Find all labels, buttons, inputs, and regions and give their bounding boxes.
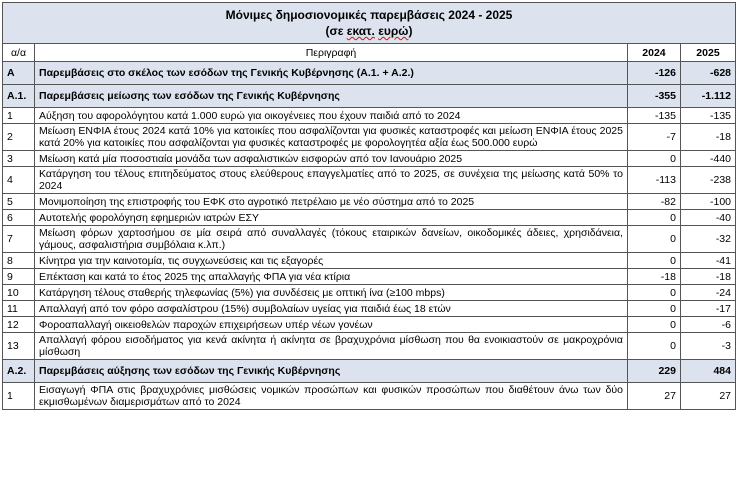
subtitle-unit-euro: ευρώ (378, 24, 409, 38)
row-value-2024: 0 (627, 333, 680, 360)
row-value-2025: -18 (680, 269, 735, 285)
row-description: Μείωση κατά μία ποσοστιαία μονάδα των ασφαλιστικών εισφορών από τον Ιανουάριο 2025 (35, 151, 628, 167)
table-subtitle (7, 23, 731, 39)
row-code: 7 (3, 226, 35, 253)
section-row (3, 62, 736, 85)
row-description: Παρεμβάσεις στο σκέλος των εσόδων της Γενικής Κυβέρνησης (Α.1. + Α.2.) (35, 62, 628, 85)
table-row (3, 269, 736, 285)
table-row (3, 333, 736, 360)
row-value-2024: -355 (627, 85, 680, 108)
header-description: Περιγραφή (35, 44, 628, 62)
row-code: 10 (3, 285, 35, 301)
row-description: Μείωση ΕΝΦΙΑ έτους 2024 κατά 10% για κατοικίες που ασφαλίζονται για φυσικές καταστροφές και μείωση ΕΝΦΙΑ έτους 2025 κατά 20% για κατοικίες που ασφαλίζονται για φυσικές καταστροφές με φορολογητέα αξία έως 500.000 ευρώ (35, 124, 628, 151)
row-value-2025: 27 (680, 383, 735, 410)
row-value-2024: -135 (627, 108, 680, 124)
row-code: 11 (3, 301, 35, 317)
row-value-2024: 27 (627, 383, 680, 410)
table-title-cell (3, 3, 736, 44)
table-row (3, 108, 736, 124)
table-row (3, 124, 736, 151)
table-row (3, 383, 736, 410)
row-value-2025: -1.112 (680, 85, 735, 108)
row-description: Φοροαπαλλαγή οικειοθελών παροχών επιχειρήσεων υπέρ νέων γονέων (35, 317, 628, 333)
table-row (3, 253, 736, 269)
table-row (3, 194, 736, 210)
table-row (3, 226, 736, 253)
row-value-2024: 229 (627, 360, 680, 383)
row-description: Αυτοτελής φορολόγηση εφημεριών ιατρών ΕΣΥ (35, 210, 628, 226)
row-description: Κίνητρα για την καινοτομία, τις συγχωνεύσεις και τις εξαγορές (35, 253, 628, 269)
row-value-2025: -32 (680, 226, 735, 253)
row-value-2024: 0 (627, 151, 680, 167)
row-value-2024: -113 (627, 167, 680, 194)
row-code: 9 (3, 269, 35, 285)
subtitle-unit-million: εκατ. (346, 24, 375, 38)
row-value-2024: 0 (627, 226, 680, 253)
table-row (3, 151, 736, 167)
row-value-2025: -238 (680, 167, 735, 194)
row-value-2024: 0 (627, 210, 680, 226)
row-code: 1 (3, 383, 35, 410)
row-description: Απαλλαγή φόρου εισοδήματος για κενά ακίνητα ή ακίνητα σε βραχυχρόνια μίσθωση που θα ενοικιαστούν σε μακροχρόνια μίσθωση (35, 333, 628, 360)
row-code: 5 (3, 194, 35, 210)
column-header-row (3, 44, 736, 62)
row-code: 4 (3, 167, 35, 194)
subtitle-prefix: (σε (325, 24, 347, 38)
row-value-2024: 0 (627, 253, 680, 269)
section-row (3, 85, 736, 108)
row-value-2024: -7 (627, 124, 680, 151)
table-row (3, 210, 736, 226)
row-description: Παρεμβάσεις αύξησης των εσόδων της Γενικής Κυβέρνησης (35, 360, 628, 383)
row-description: Επέκταση και κατά το έτος 2025 της απαλλαγής ΦΠΑ για νέα κτίρια (35, 269, 628, 285)
row-description: Μονιμοποίηση της επιστροφής του ΕΦΚ στο αγροτικό πετρέλαιο με νέο σύστημα από το 2025 (35, 194, 628, 210)
row-description: Εισαγωγή ΦΠΑ στις βραχυχρόνιες μισθώσεις νομικών προσώπων και φυσικών προσώπων που διαθέτουν άνω των δύο εκμισθωμένων διαμερισμάτων από το 2024 (35, 383, 628, 410)
row-value-2025: -18 (680, 124, 735, 151)
row-description: Αύξηση του αφορολόγητου κατά 1.000 ευρώ για οικογένειες που έχουν παιδιά από το 2024 (35, 108, 628, 124)
row-description: Απαλλαγή από τον φόρο ασφαλίστρου (15%) συμβολαίων υγείας για παιδιά έως 18 ετών (35, 301, 628, 317)
row-value-2024: -18 (627, 269, 680, 285)
header-2024: 2024 (627, 44, 680, 62)
section-row (3, 360, 736, 383)
row-value-2025: -100 (680, 194, 735, 210)
row-value-2025: 484 (680, 360, 735, 383)
table-body (3, 62, 736, 410)
row-value-2024: 0 (627, 301, 680, 317)
row-description: Παρεμβάσεις μείωσης των εσόδων της Γενικής Κυβέρνησης (35, 85, 628, 108)
row-value-2024: 0 (627, 317, 680, 333)
row-description: Μείωση φόρων χαρτοσήμου σε μία σειρά από συναλλαγές (τόκους εταιρικών δανείων, οικοδομικές άδειες, χρησιδάνεια, γάμους, ασφαλιστήρια συμβόλαια κ.λπ.) (35, 226, 628, 253)
row-code: Α (3, 62, 35, 85)
row-value-2025: -628 (680, 62, 735, 85)
row-code: 6 (3, 210, 35, 226)
row-value-2024: -126 (627, 62, 680, 85)
row-code: 8 (3, 253, 35, 269)
table-row (3, 285, 736, 301)
table-row (3, 317, 736, 333)
row-code: 1 (3, 108, 35, 124)
row-code: 3 (3, 151, 35, 167)
row-code: 2 (3, 124, 35, 151)
row-code: 13 (3, 333, 35, 360)
row-value-2024: -82 (627, 194, 680, 210)
row-code: Α.2. (3, 360, 35, 383)
row-value-2025: -17 (680, 301, 735, 317)
table-row (3, 167, 736, 194)
row-value-2025: -40 (680, 210, 735, 226)
row-code: 12 (3, 317, 35, 333)
table-title: Μόνιμες δημοσιονομικές παρεμβάσεις 2024 - 2025 (225, 8, 513, 22)
row-value-2025: -135 (680, 108, 735, 124)
row-value-2025: -440 (680, 151, 735, 167)
header-2025: 2025 (680, 44, 735, 62)
fiscal-interventions-table (2, 2, 736, 410)
row-value-2025: -41 (680, 253, 735, 269)
row-description: Κατάργηση του τέλους επιτηδεύματος στους ελεύθερους επαγγελματίες από το 2025, σε συνέχεια της μείωσης κατά 50% το 2024 (35, 167, 628, 194)
row-value-2025: -24 (680, 285, 735, 301)
row-description: Κατάργηση τέλους σταθερής τηλεφωνίας (5%) για συνδέσεις με οπτική ίνα (≥100 mbps) (35, 285, 628, 301)
subtitle-suffix: ) (408, 24, 413, 38)
row-value-2024: 0 (627, 285, 680, 301)
fiscal-interventions-document (2, 2, 736, 477)
row-code: Α.1. (3, 85, 35, 108)
row-value-2025: -6 (680, 317, 735, 333)
row-value-2025: -3 (680, 333, 735, 360)
header-aa: α/α (3, 44, 35, 62)
table-row (3, 301, 736, 317)
